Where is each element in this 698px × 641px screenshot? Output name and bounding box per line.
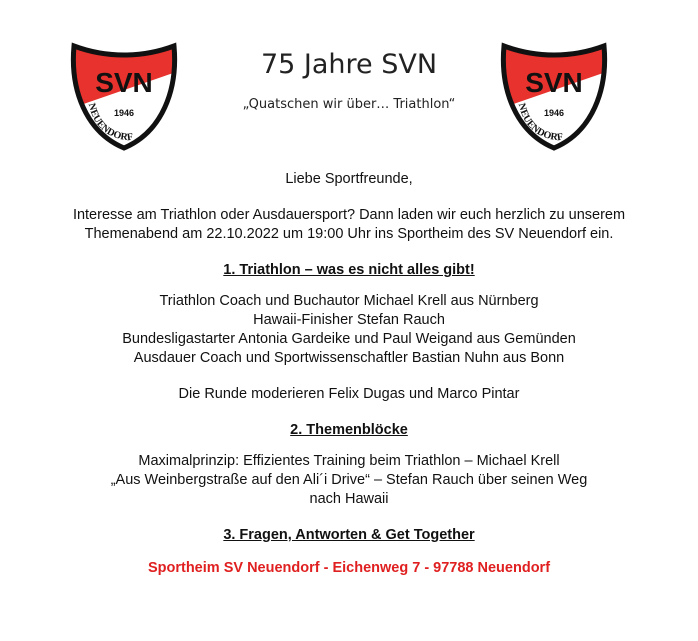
logo-town: NEUENDORF [515,102,564,144]
speaker-line: Ausdauer Coach und Sportwissenschaftler Bastian Nuhn aus Bonn [133,350,565,366]
logo-year: 1946 [113,108,135,118]
section-heading-fragen: 3. Fragen, Antworten & Get Together [223,527,475,543]
topic-line: Maximalprinzip: Effizientes Training beim Triathlon – Michael Krell [138,453,560,469]
section-heading-triathlon: 1. Triathlon – was es nicht alles gibt! [223,262,475,278]
moderation-line: Die Runde moderieren Felix Dugas und Marco Pintar [178,386,520,402]
logo-letters: SVN [95,67,153,98]
venue-address: Sportheim SV Neuendorf - Eichenweg 7 - 97788 Neuendorf [147,560,551,576]
logo-year: 1946 [543,108,565,118]
topic-line: nach Hawaii [309,491,389,507]
speaker-line: Bundesligastarter Antonia Gardeike und Paul Weigand aus Gemünden [122,331,576,347]
logo-letters: SVN [525,67,583,98]
intro-paragraph [0,206,698,244]
page-subtitle: „Quatschen wir über… Triathlon“ [242,97,456,112]
intro-line: Themenabend am 22.10.2022 um 19:00 Uhr ins Sportheim des SV Neuendorf ein. [84,226,614,242]
section-heading-themenbloecke: 2. Themenblöcke [290,422,408,438]
logo-town: NEUENDORF [85,102,134,144]
intro-line: Interesse am Triathlon oder Ausdauersport? Dann laden wir euch herzlich zu unserem [72,207,626,223]
flyer-content [0,170,698,578]
speaker-line: Triathlon Coach und Buchautor Michael Krell aus Nürnberg [159,293,539,309]
page-title: 75 Jahre SVN [260,49,438,80]
greeting: Liebe Sportfreunde, [285,171,413,187]
topic-list [0,452,698,509]
speaker-line: Hawaii-Finisher Stefan Rauch [253,312,445,328]
topic-line: „Aus Weinbergstraße auf den Ali´i Drive“ – Stefan Rauch über seinen Weg [110,472,588,488]
speaker-list [0,292,698,368]
